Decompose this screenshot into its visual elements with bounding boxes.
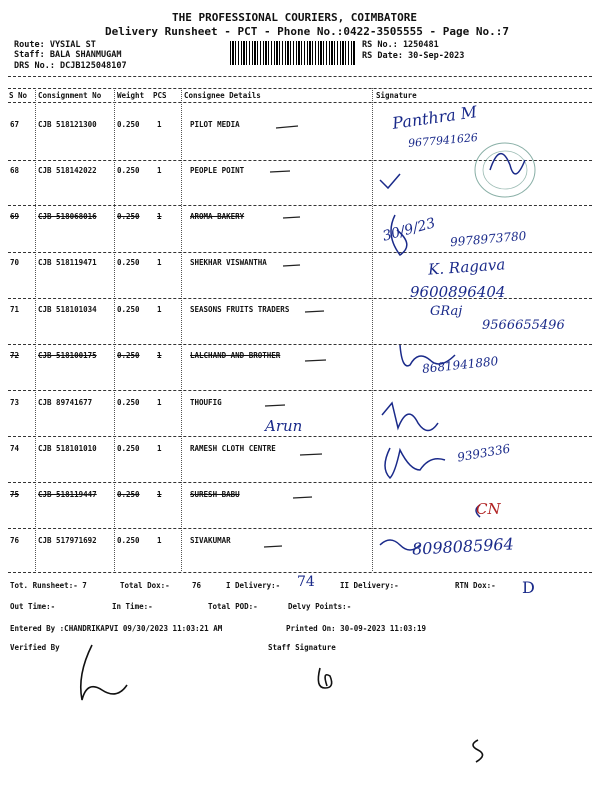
col-weight: Weight xyxy=(117,91,145,100)
out-time: Out Time:- xyxy=(10,602,56,611)
row-pcs: 1 xyxy=(157,166,162,175)
row-pcs: 1 xyxy=(157,398,162,407)
row-consignee: PILOT MEDIA xyxy=(190,120,240,129)
row-consignee: SHEKHAR VISWANTHA xyxy=(190,258,267,267)
total-dox-label: Total Dox:- xyxy=(120,581,170,590)
staff-signature-label: Staff Signature xyxy=(268,643,336,652)
row-pcs: 1 xyxy=(157,351,162,360)
route-label: Route: VYSIAL ST xyxy=(14,40,96,50)
row-weight: 0.250 xyxy=(117,490,140,499)
col-signature: Signature xyxy=(376,91,417,100)
row-weight: 0.250 xyxy=(117,120,140,129)
row-weight: 0.250 xyxy=(117,536,140,545)
row-weight: 0.250 xyxy=(117,258,140,267)
row-sno: 73 xyxy=(10,398,20,407)
handwritten-name: K. Ragava xyxy=(427,255,506,279)
staff-label: Staff: BALA SHANMUGAM xyxy=(14,50,122,60)
row-sno: 68 xyxy=(10,166,20,175)
row-consignee: SIVAKUMAR xyxy=(190,536,231,545)
handwritten-phone: 8681941880 xyxy=(421,354,499,376)
row-pcs: 1 xyxy=(157,490,162,499)
row-sno: 72 xyxy=(10,351,20,360)
row-sno: 75 xyxy=(10,490,20,499)
row-consignment: CJB 518142022 xyxy=(38,166,97,175)
total-dox-value: 76 xyxy=(192,581,202,590)
i-delivery-label: I Delivery:- xyxy=(226,581,281,590)
handwritten-phone: 9677941626 xyxy=(407,130,479,151)
row-sno: 74 xyxy=(10,444,20,453)
row-pcs: 1 xyxy=(157,212,162,221)
row-weight: 0.250 xyxy=(117,212,140,221)
row-sno: 67 xyxy=(10,120,20,129)
row-consignee: THOUFIG xyxy=(190,398,222,407)
printed-on: Printed On: 30-09-2023 11:03:19 xyxy=(286,624,426,633)
row-weight: 0.250 xyxy=(117,351,140,360)
handwritten-name: Panthra M xyxy=(391,102,479,133)
col-consignee: Consignee Details xyxy=(184,91,261,100)
handwritten-number: 9393336 xyxy=(456,441,512,465)
row-consignment: CJB 518121300 xyxy=(38,120,97,129)
i-delivery-value: 74 xyxy=(297,574,315,590)
row-pcs: 1 xyxy=(157,120,162,129)
row-consignment: CJB 518100175 xyxy=(38,351,97,360)
row-consignment: CJB 518119471 xyxy=(38,258,97,267)
row-consignee: SEASONS FRUITS TRADERS xyxy=(190,305,290,314)
row-weight: 0.250 xyxy=(117,444,140,453)
ii-delivery-label: II Delivery:- xyxy=(340,581,399,590)
handwritten-phone: 9978973780 xyxy=(449,228,527,250)
company-title: THE PROFESSIONAL COURIERS, COIMBATORE xyxy=(172,11,418,24)
handwritten-name: Arun xyxy=(265,417,303,435)
drs-number: DRS No.: DCJB125048107 xyxy=(14,61,127,71)
row-sno: 76 xyxy=(10,536,20,545)
row-consignee: AROMA BAKERY xyxy=(190,212,245,221)
handwritten-phone: 8098085964 xyxy=(411,534,515,559)
handwritten-date: 30/9/23 xyxy=(380,215,438,245)
row-consignment: CJB 518068016 xyxy=(38,212,97,221)
handwritten-code: CN xyxy=(476,500,501,518)
total-pod: Total POD:- xyxy=(208,602,258,611)
row-consignment: CJB 517971692 xyxy=(38,536,97,545)
tot-runsheet: Tot. Runsheet:- 7 xyxy=(10,581,87,590)
row-weight: 0.250 xyxy=(117,166,140,175)
verified-by-label: Verified By xyxy=(10,643,60,652)
row-sno: 69 xyxy=(10,212,20,221)
row-consignment: CJB 89741677 xyxy=(38,398,93,407)
row-weight: 0.250 xyxy=(117,398,140,407)
row-consignee: PEOPLE POINT xyxy=(190,166,245,175)
row-consignee: SURESH BABU xyxy=(190,490,240,499)
entered-by: Entered By :CHANDRIKAPVI 09/30/2023 11:03:21 AM xyxy=(10,624,223,633)
row-pcs: 1 xyxy=(157,258,162,267)
row-consignment: CJB 518101034 xyxy=(38,305,97,314)
row-weight: 0.250 xyxy=(117,305,140,314)
row-sno: 71 xyxy=(10,305,20,314)
rs-number: RS No.: 1250481 xyxy=(362,40,439,50)
row-pcs: 1 xyxy=(157,305,162,314)
col-consignment: Consignment No xyxy=(38,91,102,100)
row-consignee: RAMESH CLOTH CENTRE xyxy=(190,444,276,453)
handwritten-name: GRaj xyxy=(430,304,463,319)
row-consignment: CJB 518119447 xyxy=(38,490,97,499)
handwritten-phone: 9566655496 xyxy=(482,318,565,333)
row-pcs: 1 xyxy=(157,536,162,545)
col-sno: S No xyxy=(9,91,28,100)
handwritten-phone: 9600896404 xyxy=(410,283,506,301)
row-pcs: 1 xyxy=(157,444,162,453)
row-sno: 70 xyxy=(10,258,20,267)
delvy-points: Delvy Points:- xyxy=(288,602,352,611)
runsheet-subtitle: Delivery Runsheet - PCT - Phone No.:0422-3505555 - Page No.:7 xyxy=(105,25,509,38)
rs-date: RS Date: 30-Sep-2023 xyxy=(362,51,465,61)
row-consignment: CJB 518101010 xyxy=(38,444,97,453)
in-time: In Time:- xyxy=(112,602,153,611)
rtn-dox-value: D xyxy=(522,578,535,597)
rtn-dox-label: RTN Dox:- xyxy=(455,581,496,590)
col-pcs: PCS xyxy=(153,91,167,100)
row-consignee: LALCHAND AND BROTHER xyxy=(190,351,281,360)
